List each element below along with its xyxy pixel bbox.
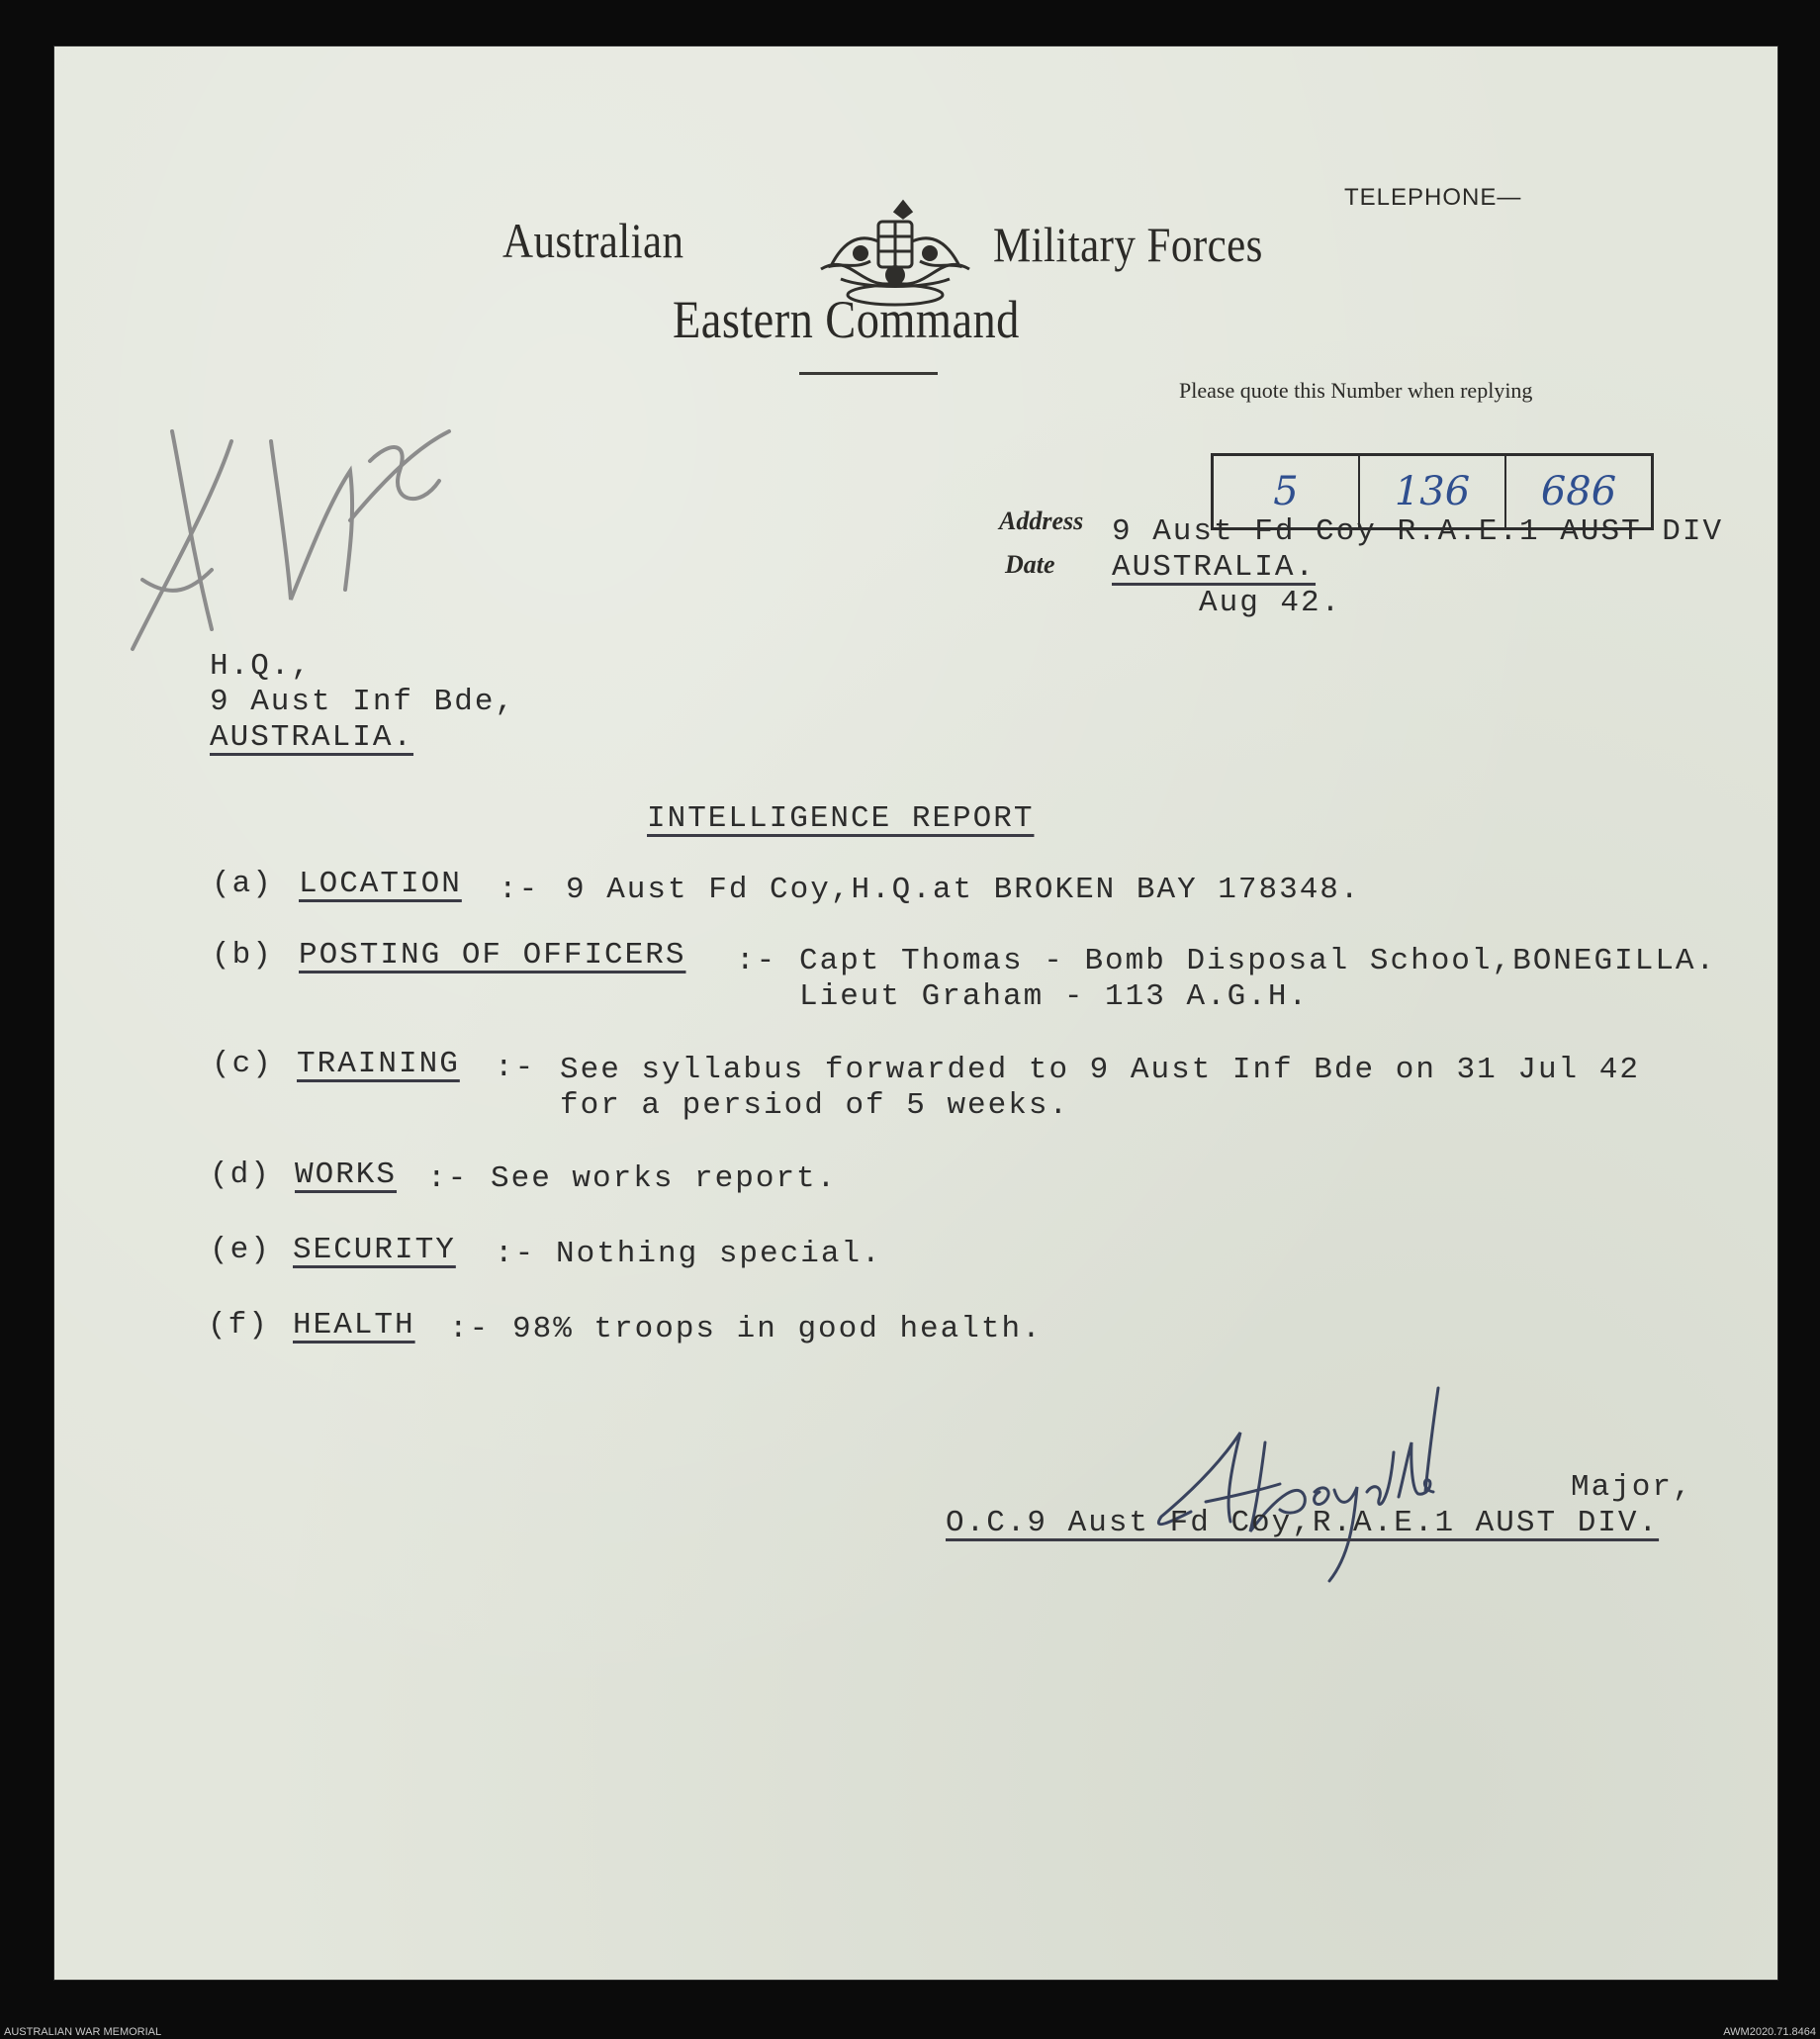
ref-number-1: 5 <box>1214 456 1360 527</box>
item-d-marker: (d) <box>210 1158 271 1192</box>
item-a-text: 9 Aust Fd Coy,H.Q.at BROKEN BAY 178348. <box>566 873 1361 907</box>
item-e-sep: :- <box>495 1237 536 1271</box>
recipient-line-1: H.Q., <box>210 649 313 684</box>
recipient-line-2: 9 Aust Inf Bde, <box>210 685 516 719</box>
item-b-sep: :- <box>736 944 777 978</box>
report-title: INTELLIGENCE REPORT <box>647 801 1035 836</box>
item-a-marker: (a) <box>212 867 273 901</box>
letterhead-rule <box>799 372 938 375</box>
letterhead-subtitle: Eastern Command <box>673 290 1020 349</box>
recipient-line-3: AUSTRALIA. <box>210 720 414 755</box>
letterhead-title-left: Australian <box>502 213 684 268</box>
date-label: Date <box>1005 550 1055 579</box>
item-c-heading: TRAINING <box>297 1047 460 1081</box>
pencil-margin-note <box>103 402 479 669</box>
quote-number-note: Please quote this Number when replying <box>1179 378 1533 403</box>
item-d-sep: :- <box>427 1161 469 1196</box>
item-c-marker: (c) <box>212 1047 273 1081</box>
item-b-heading: POSTING OF OFFICERS <box>299 938 686 973</box>
item-b-text-2: Lieut Graham - 113 A.G.H. <box>799 979 1310 1014</box>
footer-catalogue-id: AWM2020.71.8464 <box>1723 2026 1816 2038</box>
handwritten-signature <box>1132 1383 1468 1591</box>
ref-number-2: 136 <box>1360 456 1506 527</box>
item-f-sep: :- <box>449 1312 491 1346</box>
letterhead-title-right: Military Forces <box>993 217 1263 272</box>
item-c-sep: :- <box>495 1051 536 1085</box>
item-e-heading: SECURITY <box>293 1233 456 1267</box>
item-b-marker: (b) <box>212 938 273 973</box>
item-f-heading: HEALTH <box>293 1308 415 1343</box>
item-b-text: Capt Thomas - Bomb Disposal School,BONEGILLA. <box>799 944 1717 978</box>
signatory-unit: O.C.9 Aust Fd Coy,R.A.E.1 AUST DIV. <box>946 1506 1660 1540</box>
address-label: Address <box>999 507 1084 535</box>
item-a-heading: LOCATION <box>299 867 462 901</box>
ref-number-3: 686 <box>1540 469 1617 514</box>
telephone-label: TELEPHONE— <box>1344 184 1522 211</box>
footer-archive-name: AUSTRALIAN WAR MEMORIAL <box>4 2026 162 2038</box>
item-e-marker: (e) <box>210 1233 271 1267</box>
item-e-text: Nothing special. <box>556 1237 882 1271</box>
item-f-marker: (f) <box>208 1308 269 1343</box>
country-value: AUSTRALIA. <box>1112 550 1317 585</box>
signatory-rank: Major, <box>1571 1470 1693 1505</box>
address-value: 9 Aust Fd Coy R.A.E.1 AUST DIV <box>1112 514 1724 549</box>
item-f-text: 98% troops in good health. <box>512 1312 1043 1346</box>
document-sheet <box>53 46 1778 1981</box>
item-d-text: See works report. <box>491 1161 838 1196</box>
date-value: Aug 42. <box>1199 586 1342 620</box>
item-a-sep: :- <box>499 873 540 907</box>
item-d-heading: WORKS <box>295 1158 398 1192</box>
item-c-text: See syllabus forwarded to 9 Aust Inf Bde on 31 Jul 42 <box>560 1053 1640 1087</box>
item-c-text-2: for a persiod of 5 weeks. <box>560 1088 1070 1123</box>
